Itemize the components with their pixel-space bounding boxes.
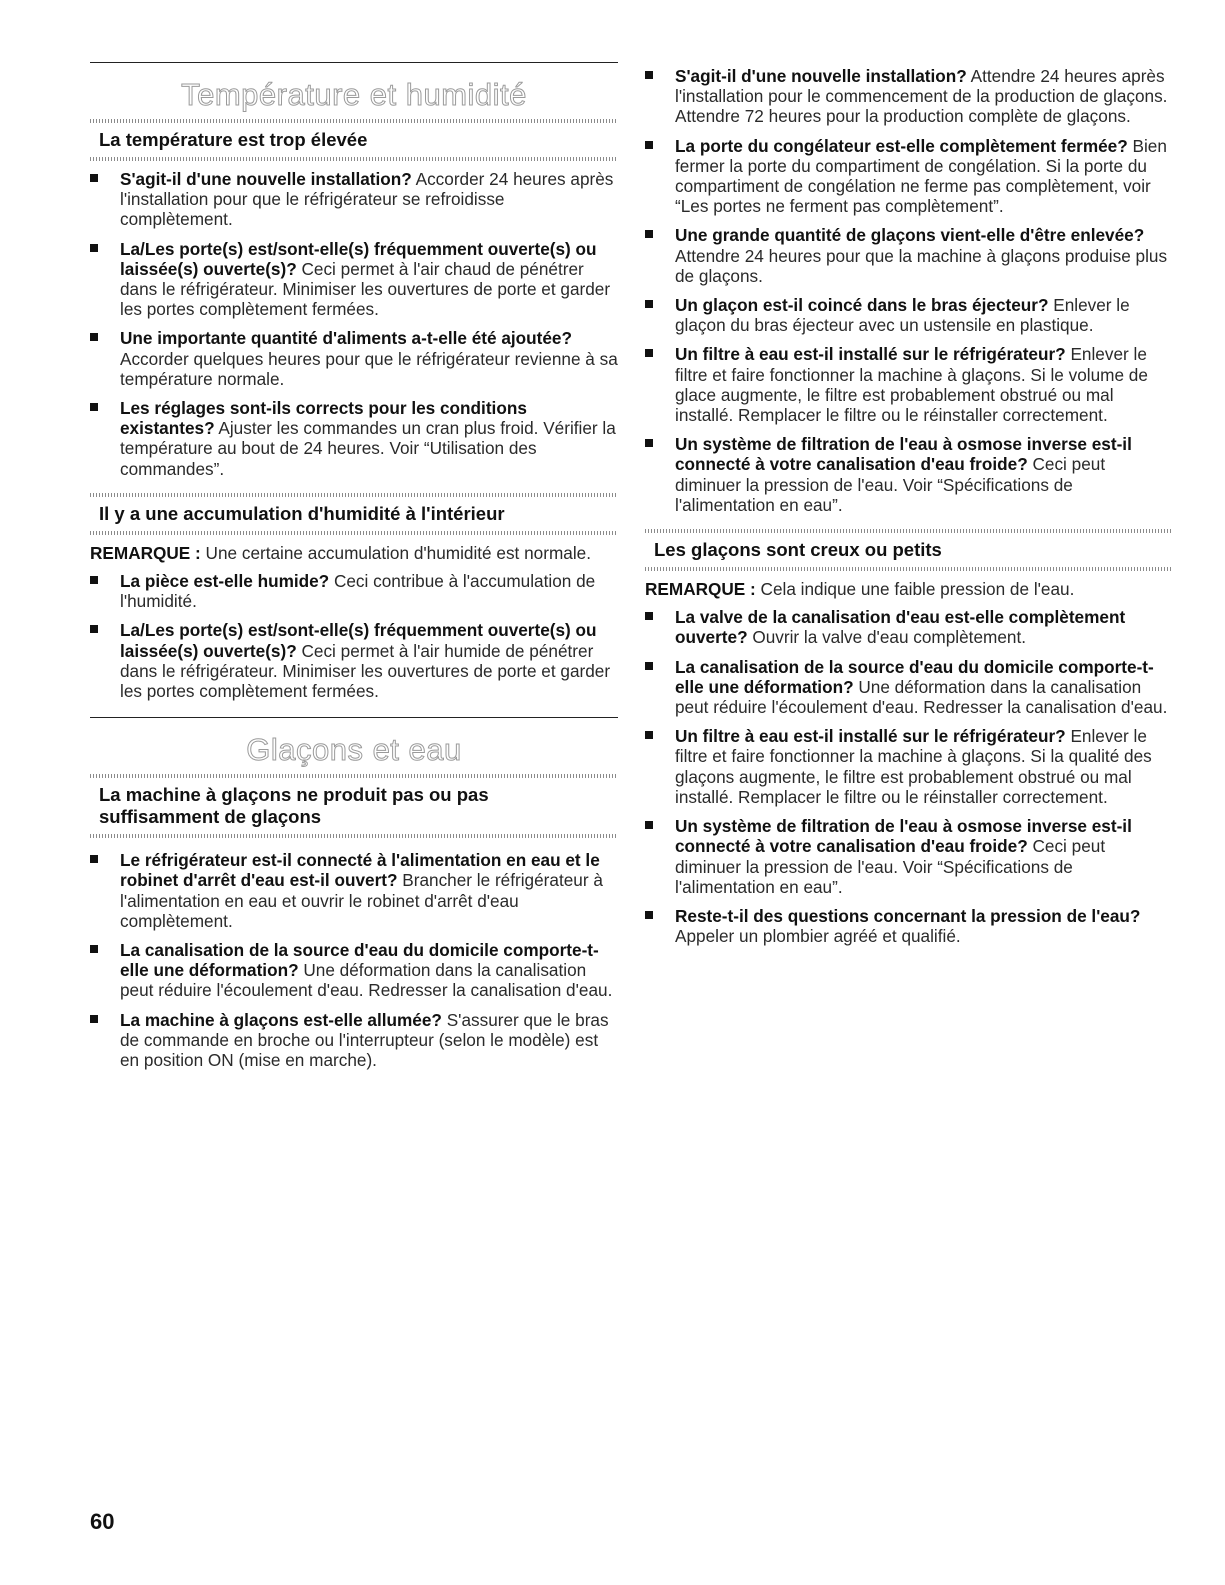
subsection-heading: Les glaçons sont creux ou petits xyxy=(654,539,942,561)
bullet-icon xyxy=(645,141,653,149)
list-item xyxy=(645,295,1173,335)
list-item xyxy=(645,816,1173,897)
dotted-rule xyxy=(90,157,618,161)
item-answer: Attendre 24 heures après l'installation pour le commencement de la production de glaçons. Attendre 72 heures pour la production complète de glaçons. xyxy=(675,66,1168,127)
note-text: Une certaine accumulation d'humidité est normale. xyxy=(200,542,591,563)
item-answer: Une déformation dans la canalisation peut réduire l'écoulement d'eau. Redresser la canalisation d'eau. xyxy=(120,960,613,1001)
list-item xyxy=(645,344,1173,425)
item-question: La canalisation de la source d'eau du domicile comporte-t-elle une déformation? xyxy=(120,940,599,981)
list-item xyxy=(645,607,1173,647)
item-question: Un filtre à eau est-il installé sur le réfrigérateur? xyxy=(675,726,1066,747)
item-list xyxy=(645,607,1173,946)
item-answer: Une déformation dans la canalisation peut réduire l'écoulement d'eau. Redresser la canalisation d'eau. xyxy=(675,676,1168,718)
bullet-icon xyxy=(90,244,98,252)
dotted-rule xyxy=(645,567,1173,571)
bullet-icon xyxy=(90,403,98,411)
item-question: La valve de la canalisation d'eau est-elle complètement ouverte? xyxy=(675,607,1126,648)
item-answer: Ceci contribue à l'accumulation de l'humidité. xyxy=(120,571,596,612)
bullet-icon xyxy=(645,731,653,739)
item-question: Un filtre à eau est-il installé sur le réfrigérateur? xyxy=(675,344,1066,365)
heading-line: La machine à glaçons ne produit pas ou pas xyxy=(99,784,489,806)
note-label: REMARQUE : xyxy=(645,579,756,600)
dotted-rule xyxy=(90,531,618,535)
item-question: La pièce est-elle humide? xyxy=(120,571,330,592)
item-answer: Attendre 24 heures pour que la machine à glaçons produise plus de glaçons. xyxy=(675,245,1168,286)
subsection-heading: La température est trop élevée xyxy=(99,129,368,150)
item-question: Un glaçon est-il coincé dans le bras éjecteur? xyxy=(675,295,1049,316)
list-item xyxy=(90,940,618,1001)
list-item xyxy=(90,620,618,701)
note xyxy=(90,543,618,563)
item-answer: Appeler un plombier agréé et qualifié. xyxy=(675,926,961,947)
list-item xyxy=(90,850,618,931)
list-item xyxy=(645,136,1173,217)
bullet-icon xyxy=(90,1015,98,1023)
list-item xyxy=(645,434,1173,515)
bullet-icon xyxy=(90,945,98,953)
item-answer: Ceci permet à l'air humide de pénétrer dans le réfrigérateur. Minimiser les ouvertures de porte et garder les portes complètement fermées. xyxy=(120,640,611,702)
bullet-icon xyxy=(645,662,653,670)
section-title-ice: Glaçons et eau xyxy=(246,732,462,768)
item-question: La canalisation de la source d'eau du domicile comporte-t-elle une déformation? xyxy=(675,656,1154,697)
item-question: Le réfrigérateur est-il connecté à l'alimentation en eau et le robinet d'arrêt d'eau est-il ouvert? xyxy=(120,850,600,891)
item-answer: Enlever le filtre et faire fonctionner la machine à glaçons. Si le volume de glace augmente, le filtre est probablement obstrué ou mal installé. Remplacer le filtre ou le réinstaller correctement. xyxy=(675,344,1148,426)
bullet-icon xyxy=(90,855,98,863)
note-text: Cela indique une faible pression de l'eau. xyxy=(755,579,1075,600)
list-item xyxy=(90,1010,618,1071)
item-list xyxy=(90,850,618,1070)
bullet-icon xyxy=(645,821,653,829)
item-question: La machine à glaçons est-elle allumée? xyxy=(120,1009,442,1030)
bullet-icon xyxy=(645,300,653,308)
list-item xyxy=(90,571,618,611)
bullet-icon xyxy=(90,576,98,584)
list-item xyxy=(645,657,1173,718)
section-title-temperature: Température et humidité xyxy=(181,77,527,112)
item-answer: Accorder 24 heures après l'installation pour que le réfrigérateur se refroidisse complètement. xyxy=(120,169,614,230)
heading-line: suffisamment de glaçons xyxy=(99,806,322,828)
bullet-icon xyxy=(645,911,653,919)
item-answer: Ouvrir la valve d'eau complètement. xyxy=(747,627,1027,648)
subsection-heading: Il y a une accumulation d'humidité à l'intérieur xyxy=(99,502,505,524)
bullet-icon xyxy=(645,349,653,357)
item-answer: Accorder quelques heures pour que le réfrigérateur revienne à sa température normale. xyxy=(120,348,618,389)
page-number: 60 xyxy=(90,1509,115,1534)
list-item xyxy=(90,328,618,389)
item-question: La/Les porte(s) est/sont-elle(s) fréquemment ouverte(s) ou laissée(s) ouverte(s)? xyxy=(120,238,597,279)
right-column xyxy=(645,66,1173,955)
item-answer: Ceci peut diminuer la pression de l'eau. Voir “Spécifications de l'alimentation en eau”. xyxy=(675,454,1106,515)
item-answer: Brancher le réfrigérateur à l'alimentation en eau et ouvrir le robinet d'arrêt d'eau complètement. xyxy=(120,870,603,931)
item-answer: Enlever le filtre et faire fonctionner la machine à glaçons. Si la qualité des glaçons augmente, le filtre est probablement obstrué ou mal installé. Remplacer le filtre ou le réinstaller correctement. xyxy=(675,726,1152,807)
bullet-icon xyxy=(645,230,653,238)
item-question: Les réglages sont-ils corrects pour les conditions existantes? xyxy=(120,398,527,439)
item-answer: S'assurer que le bras de commande en broche ou l'interrupteur (selon le modèle) est en position ON (mise en marche). xyxy=(120,1009,609,1071)
list-item xyxy=(645,726,1173,807)
item-question: Une importante quantité d'aliments a-t-elle été ajoutée? xyxy=(120,328,572,349)
item-answer: Ajuster les commandes un cran plus froid. Vérifier la température au bout de 24 heures. Voir “Utilisation des commandes”. xyxy=(120,418,616,479)
bullet-icon xyxy=(645,612,653,620)
list-item xyxy=(90,398,618,479)
item-question: Un système de filtration de l'eau à osmose inverse est-il connecté à votre canalisation d'eau froide? xyxy=(675,434,1132,475)
list-item xyxy=(645,225,1173,286)
item-answer: Enlever le glaçon du bras éjecteur avec un ustensile en plastique. xyxy=(675,295,1130,336)
list-item xyxy=(645,66,1173,127)
list-item xyxy=(90,239,618,320)
bullet-icon xyxy=(90,174,98,182)
note-label: REMARQUE : xyxy=(90,542,201,563)
item-question: La porte du congélateur est-elle complètement fermée? xyxy=(675,135,1128,156)
bullet-icon xyxy=(645,439,653,447)
item-list xyxy=(90,169,618,479)
bullet-icon xyxy=(90,625,98,633)
section-rule xyxy=(90,717,618,718)
item-question: Une grande quantité de glaçons vient-elle d'être enlevée? xyxy=(675,225,1145,246)
bullet-icon xyxy=(645,71,653,79)
bullet-icon xyxy=(90,333,98,341)
item-answer: Ceci permet à l'air chaud de pénétrer dans le réfrigérateur. Minimiser les ouvertures de porte et garder les portes complètement fermées. xyxy=(120,258,611,320)
item-question: Reste-t-il des questions concernant la pression de l'eau? xyxy=(675,905,1141,926)
list-item xyxy=(90,169,618,230)
item-list xyxy=(90,571,618,701)
item-question: Un système de filtration de l'eau à osmose inverse est-il connecté à votre canalisation d'eau froide? xyxy=(675,816,1132,857)
dotted-rule xyxy=(90,834,618,838)
item-question: La/Les porte(s) est/sont-elle(s) fréquemment ouverte(s) ou laissée(s) ouverte(s)? xyxy=(120,620,597,661)
note xyxy=(645,579,1173,599)
left-column xyxy=(90,62,618,1079)
list-item xyxy=(645,906,1173,946)
item-answer: Ceci peut diminuer la pression de l'eau. Voir “Spécifications de l'alimentation en eau”. xyxy=(675,836,1106,897)
item-question: S'agit-il d'une nouvelle installation? xyxy=(120,169,412,189)
item-question: S'agit-il d'une nouvelle installation? xyxy=(675,66,967,86)
subsection-heading xyxy=(90,778,618,834)
item-answer: Bien fermer la porte du compartiment de congélation. Si la porte du compartiment de congélation ne ferme pas complètement, voir “Les portes ne ferment pas complètement”. xyxy=(675,135,1167,217)
section-rule xyxy=(90,62,618,63)
item-list xyxy=(645,66,1173,515)
